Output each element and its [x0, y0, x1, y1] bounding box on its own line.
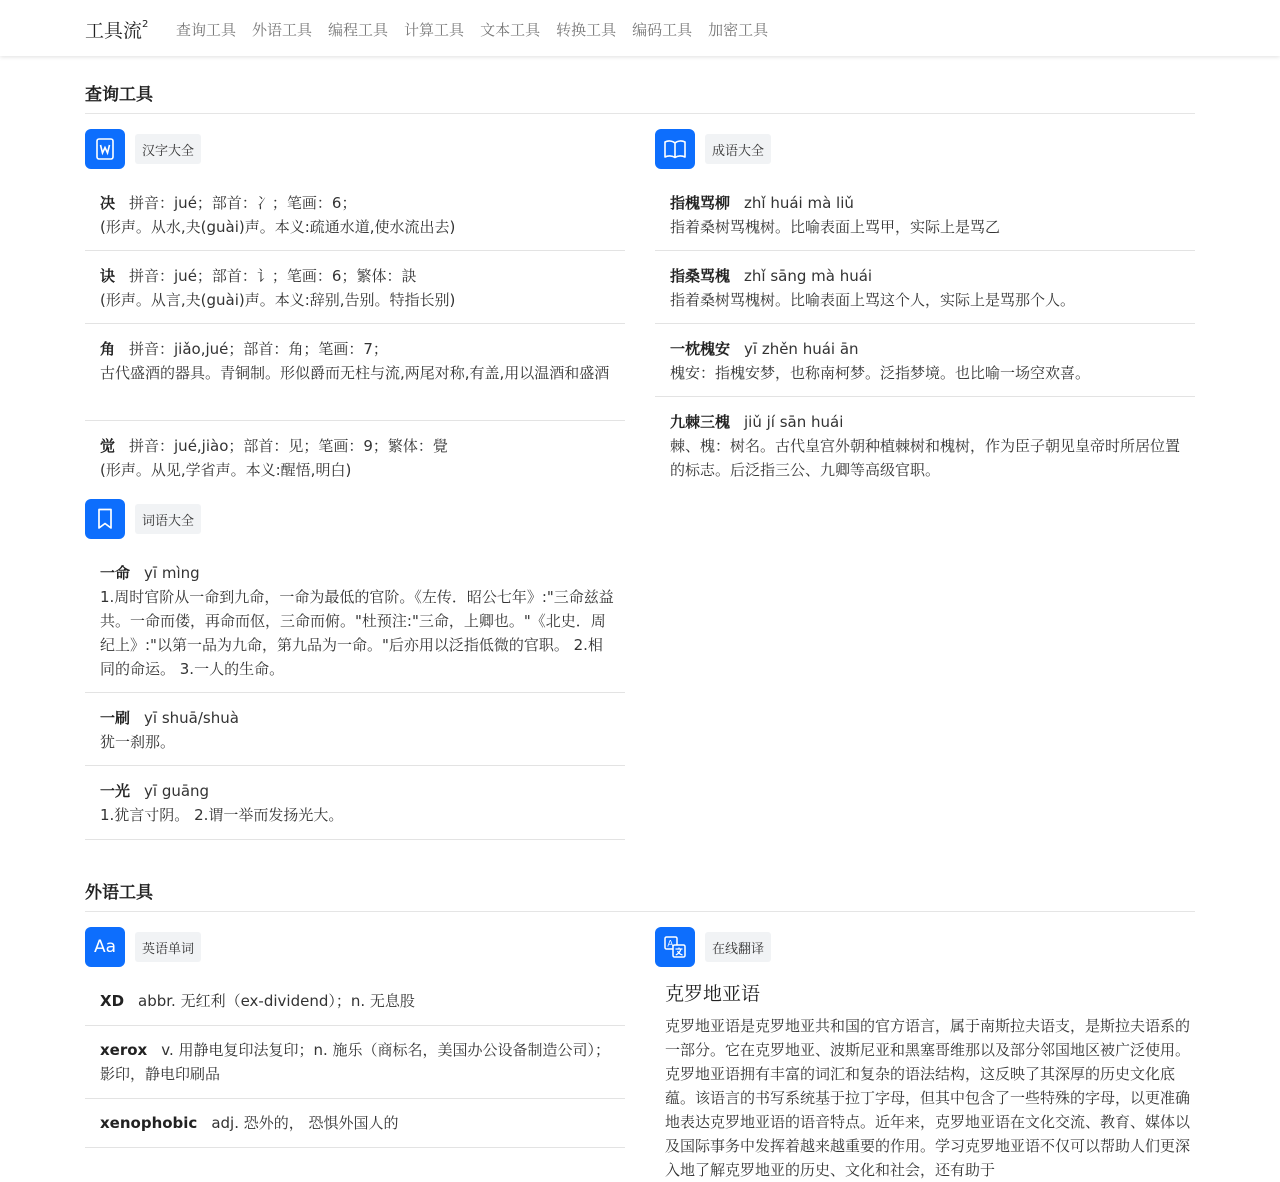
svg-text:A: A	[667, 939, 674, 950]
idiom-word: 指桑骂槐	[670, 267, 731, 285]
nav-links	[176, 19, 784, 40]
idiom-desc: 槐安：指槐安梦，也称南柯梦。泛指梦境。也比喻一场空欢喜。	[670, 364, 1091, 382]
top-navbar	[0, 0, 1280, 56]
hanzi-desc: (形声。从水,夬(guài)声。本义:疏通水道,使水流出去)	[100, 218, 456, 236]
ciyu-word: 一命	[100, 564, 131, 582]
hanzi-info: 拼音：jué；部首：冫；笔画：6；	[129, 194, 357, 212]
nav-link-encrypt[interactable]: 加密工具	[708, 21, 769, 39]
list-item[interactable]	[655, 410, 1195, 488]
nav-link-encode[interactable]: 编码工具	[632, 21, 693, 39]
idiom-desc: 指着桑树骂槐树。比喻表面上骂甲，实际上是骂乙	[670, 218, 1001, 236]
chengyu-card-header	[655, 129, 771, 169]
english-word: XD	[100, 992, 125, 1010]
translate-badge[interactable]: 在线翻译	[705, 932, 771, 962]
ciyu-word: 一刷	[100, 709, 131, 727]
ciyu-pinyin: yī mìng	[144, 564, 200, 582]
idiom-pinyin: jiǔ jí sān huái	[744, 413, 844, 431]
ciyu-word: 一光	[100, 782, 131, 800]
translate-card	[655, 927, 1195, 1179]
nav-link-convert[interactable]: 转换工具	[556, 21, 617, 39]
translate-text: 克罗地亚语是克罗地亚共和国的官方语言，属于南斯拉夫语支，是斯拉夫语系的一部分。它在克罗地亚、波斯尼亚和黑塞哥维那以及部分邻国地区被广泛使用。克罗地亚语拥有丰富的词汇和复杂的语法结构，这反映了其深厚的历史文化底蕴。该语言的书写系统基于拉丁字母，但其中包含了一些特殊的字母，以更准确地表达克罗地亚语的语音特点。近年来，克罗地亚语在文化交流、教育、媒体以及国际事务中发挥着越来越重要的作用。学习克罗地亚语不仅可以帮助人们更深入地了解克罗地亚的历史、文化和社会，还有助于	[665, 1017, 1191, 1179]
idiom-word: 九棘三槐	[670, 413, 731, 431]
english-card-header	[85, 927, 201, 967]
translate-card-header	[655, 927, 771, 967]
brand-superscript: 2	[142, 18, 149, 30]
nav-link-calc[interactable]: 计算工具	[404, 21, 465, 39]
english-desc: v. 用静电复印法复印；n. 施乐（商标名，美国办公设备制造公司）；影印，静电印刷品	[100, 1041, 611, 1083]
list-item[interactable]	[85, 434, 625, 488]
ciyu-pinyin: yī shuā/shuà	[144, 709, 239, 727]
english-word: xerox	[100, 1041, 148, 1059]
hanzi-char: 诀	[100, 267, 116, 285]
list-item[interactable]	[85, 1038, 625, 1099]
list-item[interactable]	[85, 1111, 625, 1148]
nav-link-query[interactable]: 查询工具	[176, 21, 237, 39]
hanzi-info: 拼音：jué；部首：讠；笔画：6；繁体：訣	[129, 267, 417, 285]
font-aa-icon[interactable]	[85, 927, 125, 967]
english-desc: abbr. 无红利（ex-dividend）；n. 无息股	[138, 992, 415, 1010]
brand-logo[interactable]	[85, 16, 148, 43]
list-item[interactable]	[85, 561, 625, 693]
ciyu-desc: 犹一刹那。	[100, 733, 176, 751]
english-badge[interactable]: 英语单词	[135, 932, 201, 962]
nav-link-text[interactable]: 文本工具	[480, 21, 541, 39]
section-divider	[85, 911, 1195, 912]
english-card	[85, 927, 625, 1167]
section-divider	[85, 113, 1195, 114]
bookmark-icon[interactable]	[85, 499, 125, 539]
hanzi-char: 觉	[100, 437, 116, 455]
section-title-query: 查询工具	[85, 85, 153, 105]
list-item[interactable]	[655, 264, 1195, 324]
hanzi-info: 拼音：jué,jiào；部首：见；笔画：9；繁体：覺	[129, 437, 448, 455]
idiom-word: 指槐骂柳	[670, 194, 731, 212]
hanzi-info: 拼音：jiǎo,jué；部首：角；笔画：7；	[129, 340, 388, 358]
list-item[interactable]	[85, 706, 625, 766]
list-item[interactable]	[85, 337, 625, 421]
list-item[interactable]	[655, 337, 1195, 397]
open-book-icon[interactable]	[655, 129, 695, 169]
word-document-icon[interactable]	[85, 129, 125, 169]
ciyu-pinyin: yī guāng	[144, 782, 210, 800]
hanzi-desc: (形声。从见,学省声。本义:醒悟,明白)	[100, 461, 352, 479]
ciyu-card	[85, 499, 625, 841]
english-desc: adj. 恐外的， 恐惧外国人的	[211, 1114, 399, 1132]
hanzi-badge[interactable]: 汉字大全	[135, 134, 201, 164]
list-item[interactable]	[85, 779, 625, 840]
ciyu-badge[interactable]: 词语大全	[135, 504, 201, 534]
idiom-pinyin: yī zhěn huái ān	[744, 340, 859, 358]
list-item[interactable]	[85, 191, 625, 251]
hanzi-desc: (形声。从言,夬(guài)声。本义:辞别,告别。特指长别)	[100, 291, 456, 309]
chengyu-card	[655, 129, 1195, 489]
list-item[interactable]	[655, 191, 1195, 251]
idiom-pinyin: zhǐ huái mà liǔ	[744, 194, 854, 212]
idiom-desc: 棘、槐：树名。古代皇宫外朝种植棘树和槐树，作为臣子朝见皇帝时所居位置的标志。后泛指三公、九卿等高级官职。	[670, 437, 1181, 479]
hanzi-char: 角	[100, 340, 116, 358]
nav-link-foreign[interactable]: 外语工具	[252, 21, 313, 39]
ciyu-card-header	[85, 499, 201, 539]
ciyu-desc: 1.周时官阶从一命到九命，一命为最低的官阶。《左传．昭公七年》:"三命兹益共。一命而偻，再命而伛，三命而俯。"杜预注:"三命，上卿也。"《北史．周纪上》:"以第一品为九命，第九品为一命。"后亦用以泛指低微的官职。 2.相同的命运。 3.一人的生命。	[100, 588, 614, 678]
ciyu-desc: 1.犹言寸阴。 2.谓一举而发扬光大。	[100, 806, 344, 824]
idiom-pinyin: zhǐ sāng mà huái	[744, 267, 873, 285]
chengyu-badge[interactable]: 成语大全	[705, 134, 771, 164]
hanzi-desc: 古代盛酒的器具。青铜制。形似爵而无柱与流,两尾对称,有盖,用以温酒和盛酒	[100, 364, 610, 382]
list-item[interactable]	[85, 264, 625, 324]
hanzi-card-header	[85, 129, 201, 169]
translate-title: 克罗地亚语	[665, 983, 761, 1005]
font-aa-icon-text: Aa	[93, 937, 117, 957]
section-title-foreign: 外语工具	[85, 883, 153, 903]
brand-name: 工具流	[85, 20, 143, 42]
hanzi-char: 决	[100, 194, 116, 212]
hanzi-card	[85, 129, 625, 489]
nav-link-programming[interactable]: 编程工具	[328, 21, 389, 39]
english-word: xenophobic	[100, 1114, 198, 1132]
translate-icon[interactable]	[655, 927, 695, 967]
idiom-desc: 指着桑树骂槐树。比喻表面上骂这个人，实际上是骂那个人。	[670, 291, 1076, 309]
list-item[interactable]	[85, 989, 625, 1026]
idiom-word: 一枕槐安	[670, 340, 731, 358]
